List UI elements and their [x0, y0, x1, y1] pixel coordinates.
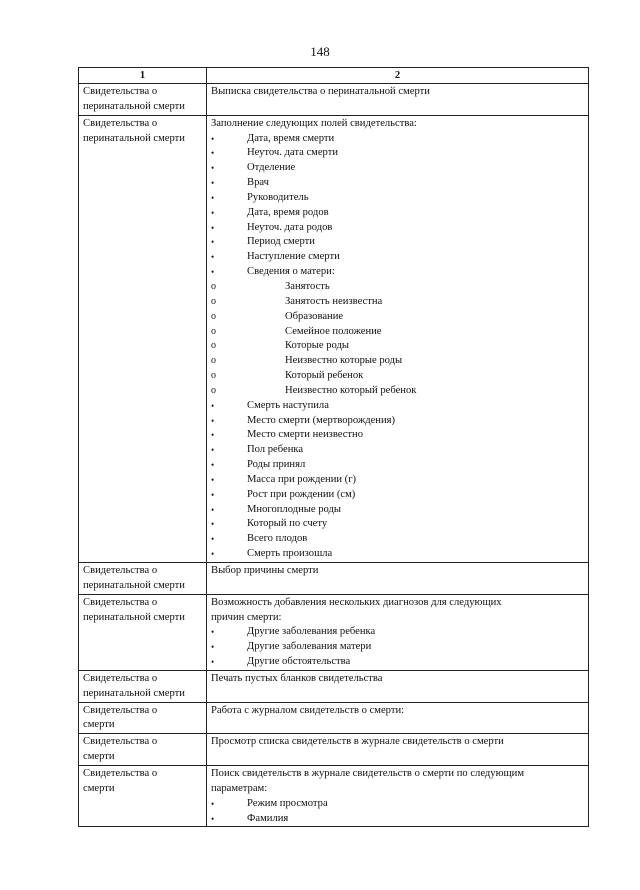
section-name: Свидетельства о перинатальной смерти: [83, 672, 185, 699]
circle-bullet-icon: o: [211, 325, 216, 337]
list-item-label: Пол ребенка: [247, 444, 304, 456]
list-item: [211, 547, 584, 562]
list-item-label: Неуточ. дата родов: [247, 221, 333, 233]
list-item-label: Дата, время родов: [247, 206, 329, 218]
bullet-icon: •: [211, 519, 215, 530]
section-name: Свидетельства о смерти: [83, 704, 158, 731]
list-item-label: Наступление смерти: [247, 251, 340, 263]
list-item-label: Занятость: [285, 280, 330, 292]
field-list: [211, 797, 584, 827]
list-item: [211, 414, 584, 429]
bullet-icon: •: [211, 163, 215, 174]
function-description: Возможность добавления нескольких диагнозов для следующих: [211, 596, 502, 608]
list-item-label: Другие заболевания матери: [247, 641, 372, 653]
bullet-icon: •: [211, 627, 215, 638]
circle-bullet-icon: o: [211, 295, 216, 307]
list-item: [211, 532, 584, 547]
list-item-label: Врач: [247, 177, 269, 189]
list-item: [211, 221, 584, 236]
function-description: причин смерти:: [211, 611, 282, 623]
list-item-label: Режим просмотра: [247, 797, 328, 809]
section-cell: [79, 563, 207, 595]
bullet-icon: •: [211, 222, 215, 233]
table-row: [79, 670, 589, 702]
list-item: [211, 428, 584, 443]
list-item-label: Место смерти неизвестно: [247, 429, 364, 441]
bullet-icon: •: [211, 267, 215, 278]
function-cell: [207, 84, 589, 116]
table-header-row: [79, 68, 589, 84]
list-item: [211, 132, 584, 147]
list-item-label: Смерть произошла: [247, 548, 333, 560]
bullet-icon: •: [211, 415, 215, 426]
section-cell: [79, 594, 207, 670]
list-item: [211, 280, 584, 295]
field-list: [211, 625, 584, 670]
list-item: [211, 384, 584, 399]
list-item-label: Рост при рождении (см): [247, 488, 356, 500]
column-header-2: 2: [207, 68, 589, 84]
list-item-label: Руководитель: [247, 191, 309, 203]
section-name: Свидетельства о перинатальной смерти: [83, 596, 185, 623]
list-item: [211, 161, 584, 176]
list-item: [211, 473, 584, 488]
list-item-label: Масса при рождении (г): [247, 473, 357, 485]
field-list: [211, 132, 584, 562]
list-item: [211, 399, 584, 414]
bullet-icon: •: [211, 534, 215, 545]
section-cell: [79, 734, 207, 766]
list-item-label: Которые роды: [285, 340, 350, 352]
section-name: Свидетельства о смерти: [83, 767, 158, 794]
section-cell: [79, 670, 207, 702]
list-item: [211, 250, 584, 265]
list-item: [211, 503, 584, 518]
function-description: Печать пустых бланков свидетельства: [211, 672, 383, 684]
list-item: [211, 488, 584, 503]
bullet-icon: •: [211, 657, 215, 668]
list-item-label: Роды принял: [247, 459, 306, 471]
bullet-icon: •: [211, 178, 215, 189]
bullet-icon: •: [211, 460, 215, 471]
function-cell: [207, 702, 589, 734]
table-row: [79, 563, 589, 595]
circle-bullet-icon: o: [211, 280, 216, 292]
list-item: [211, 517, 584, 532]
list-item: [211, 655, 584, 670]
bullet-icon: •: [211, 400, 215, 411]
column-header-1: 1: [79, 68, 207, 84]
bullet-icon: •: [211, 445, 215, 456]
list-item-label: Который ребенок: [285, 370, 364, 382]
list-item: [211, 812, 584, 827]
bullet-icon: •: [211, 192, 215, 203]
list-item: [211, 235, 584, 250]
list-item: [211, 191, 584, 206]
section-name: Свидетельства о перинатальной смерти: [83, 117, 185, 144]
function-cell: [207, 563, 589, 595]
list-item-label: Фамилия: [247, 812, 289, 824]
circle-bullet-icon: o: [211, 310, 216, 322]
list-item: [211, 146, 584, 161]
list-item-label: Который по счету: [247, 518, 328, 530]
list-item: [211, 625, 584, 640]
list-item: [211, 797, 584, 812]
circle-bullet-icon: o: [211, 384, 216, 396]
table-row: [79, 115, 589, 562]
section-name: Свидетельства о перинатальной смерти: [83, 86, 185, 112]
list-item-label: Место смерти (мертворождения): [247, 414, 396, 426]
list-item-label: Семейное положение: [285, 325, 382, 337]
list-item-label: Неуточ. дата смерти: [247, 147, 339, 159]
list-item: [211, 206, 584, 221]
list-item: [211, 354, 584, 369]
bullet-icon: •: [211, 549, 215, 560]
table-row: [79, 702, 589, 734]
list-item: [211, 369, 584, 384]
bullet-icon: •: [211, 489, 215, 500]
bullet-icon: •: [211, 133, 215, 144]
list-item: [211, 325, 584, 340]
function-description: Просмотр списка свидетельств в журнале свидетельств о смерти: [211, 736, 504, 748]
table-row: [79, 765, 589, 826]
circle-bullet-icon: o: [211, 340, 216, 352]
list-item: [211, 295, 584, 310]
section-cell: [79, 765, 207, 826]
function-cell: [207, 594, 589, 670]
bullet-icon: •: [211, 207, 215, 218]
list-item: [211, 176, 584, 191]
list-item-label: Неизвестно который ребенок: [285, 384, 417, 396]
list-item-label: Образование: [285, 310, 344, 322]
bullet-icon: •: [211, 148, 215, 159]
function-cell: [207, 670, 589, 702]
list-item: [211, 443, 584, 458]
function-cell: [207, 765, 589, 826]
section-cell: [79, 115, 207, 562]
section-name: Свидетельства о перинатальной смерти: [83, 565, 185, 591]
list-item-label: Период смерти: [247, 236, 315, 248]
requirements-table: [78, 67, 589, 827]
list-item: [211, 458, 584, 473]
function-description: Выбор причины смерти: [211, 565, 319, 576]
list-item: [211, 640, 584, 655]
list-item: [211, 310, 584, 325]
section-name: Свидетельства о смерти: [83, 736, 158, 763]
circle-bullet-icon: o: [211, 355, 216, 367]
list-item: [211, 265, 584, 280]
list-item-label: Другие заболевания ребенка: [247, 626, 376, 638]
bullet-icon: •: [211, 813, 215, 824]
bullet-icon: •: [211, 642, 215, 653]
function-cell: [207, 734, 589, 766]
list-item-label: Занятость неизвестна: [285, 295, 383, 307]
list-item-label: Всего плодов: [247, 533, 308, 545]
list-item-label: Многоплодные роды: [247, 503, 342, 515]
table-row: [79, 594, 589, 670]
bullet-icon: •: [211, 798, 215, 809]
list-item-label: Дата, время смерти: [247, 132, 335, 144]
function-description: Работа с журналом свидетельств о смерти:: [211, 704, 405, 716]
circle-bullet-icon: o: [211, 370, 216, 382]
bullet-icon: •: [211, 237, 215, 248]
list-item: [211, 339, 584, 354]
bullet-icon: •: [211, 474, 215, 485]
page-number: 148: [310, 44, 330, 59]
list-item-label: Неизвестно которые роды: [285, 355, 403, 367]
table-row: [79, 84, 589, 116]
list-item-label: Смерть наступила: [247, 399, 329, 411]
bullet-icon: •: [211, 430, 215, 441]
bullet-icon: •: [211, 252, 215, 263]
function-description: параметрам:: [211, 782, 268, 794]
list-item-label: Отделение: [247, 162, 296, 174]
table-row: [79, 734, 589, 766]
bullet-icon: •: [211, 504, 215, 515]
list-item-label: Сведения о матери:: [247, 266, 335, 278]
function-cell: [207, 115, 589, 562]
function-description: Выписка свидетельства о перинатальной смерти: [211, 86, 430, 97]
function-description: Поиск свидетельств в журнале свидетельств о смерти по следующим: [211, 767, 525, 779]
section-cell: [79, 84, 207, 116]
function-description: Заполнение следующих полей свидетельства:: [211, 117, 417, 129]
section-cell: [79, 702, 207, 734]
list-item-label: Другие обстоятельства: [247, 656, 351, 668]
